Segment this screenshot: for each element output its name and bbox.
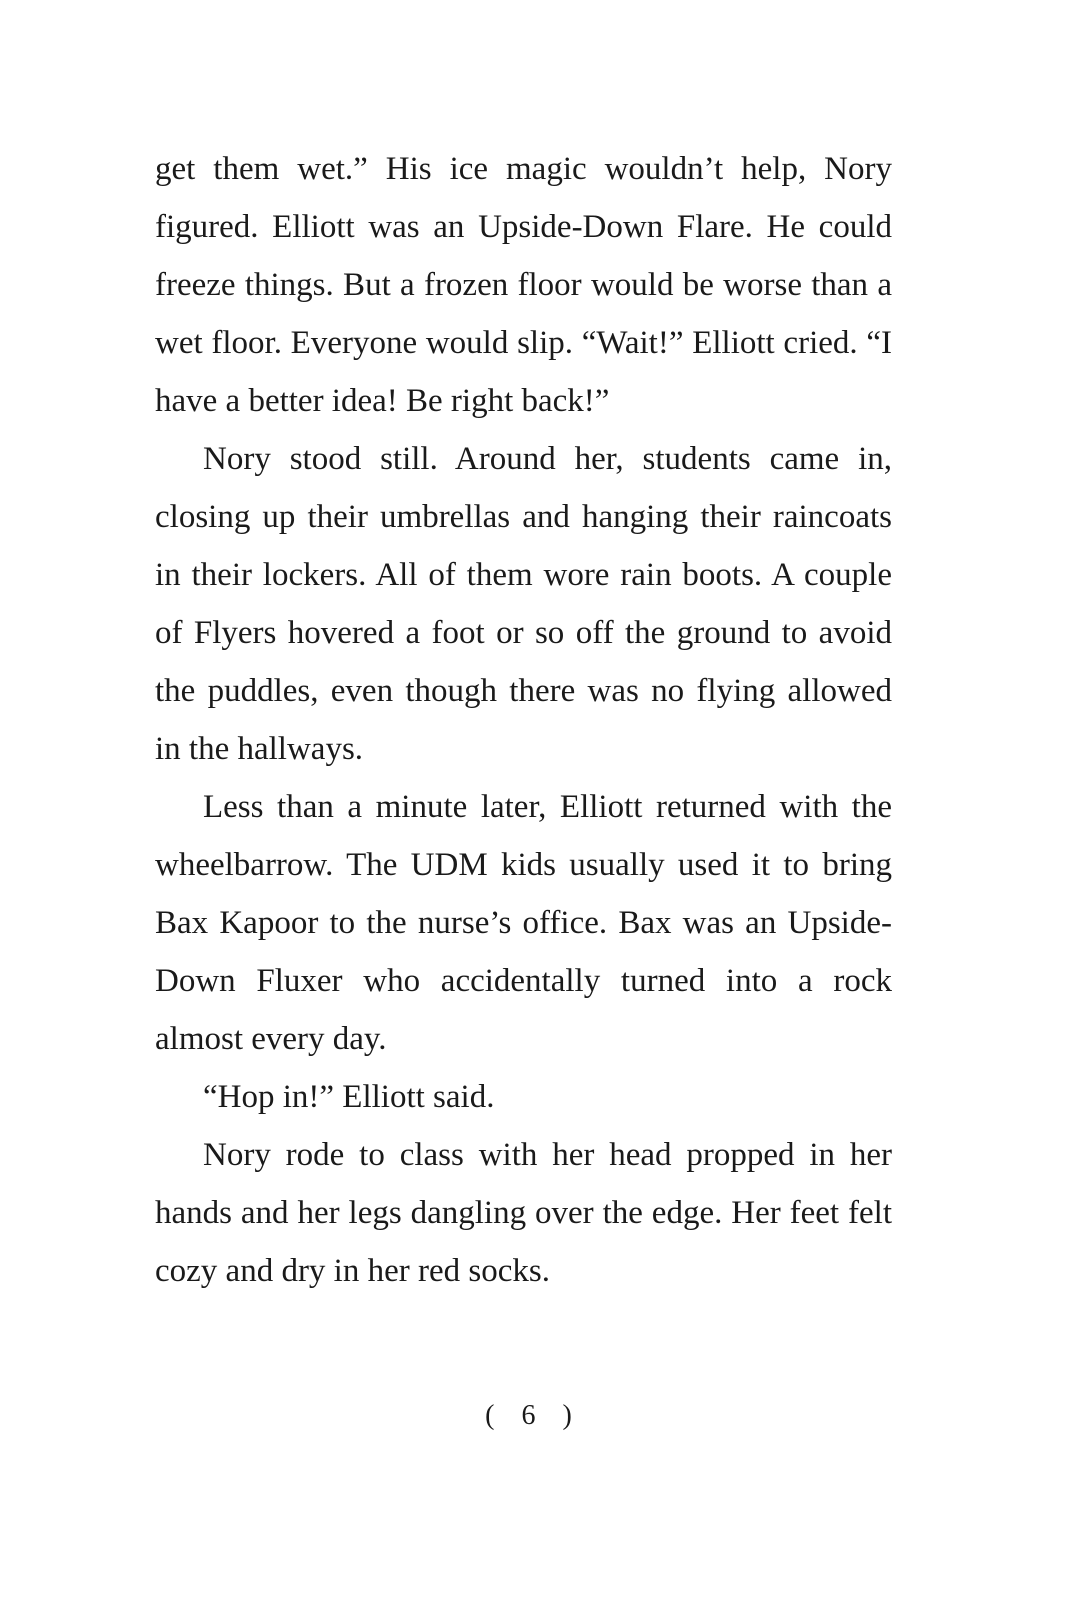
body-text <box>155 140 892 1300</box>
page-number: ( 6 ) <box>485 1400 582 1431</box>
paragraph-1: get them wet.” His ice magic wouldn’t help, Nory figured. Elliott was an Upside-Down Flare. He could freeze things. But a frozen floor would be worse than a wet floor. Everyone would slip. “Wait!” Elliott cried. “I have a better idea! Be right back!” <box>155 151 892 419</box>
paragraph-4: “Hop in!” Elliott said. <box>203 1079 495 1115</box>
paragraph-3: Less than a minute later, Elliott returned with the wheelbarrow. The UDM kids usually used it to bring Bax Kapoor to the nurse’s office. Bax was an Upside-Down Fluxer who accidentally turned into a rock almost every day. <box>155 789 892 1057</box>
paragraph-5: Nory rode to class with her head propped in her hands and her legs dangling over the edge. Her feet felt cozy and dry in her red socks. <box>155 1137 892 1289</box>
paragraph-2: Nory stood still. Around her, students came in, closing up their umbrellas and hanging their raincoats in their lockers. All of them wore rain boots. A couple of Flyers hovered a foot or so off the ground to avoid the puddles, even though there was no flying allowed in the hallways. <box>155 441 892 767</box>
